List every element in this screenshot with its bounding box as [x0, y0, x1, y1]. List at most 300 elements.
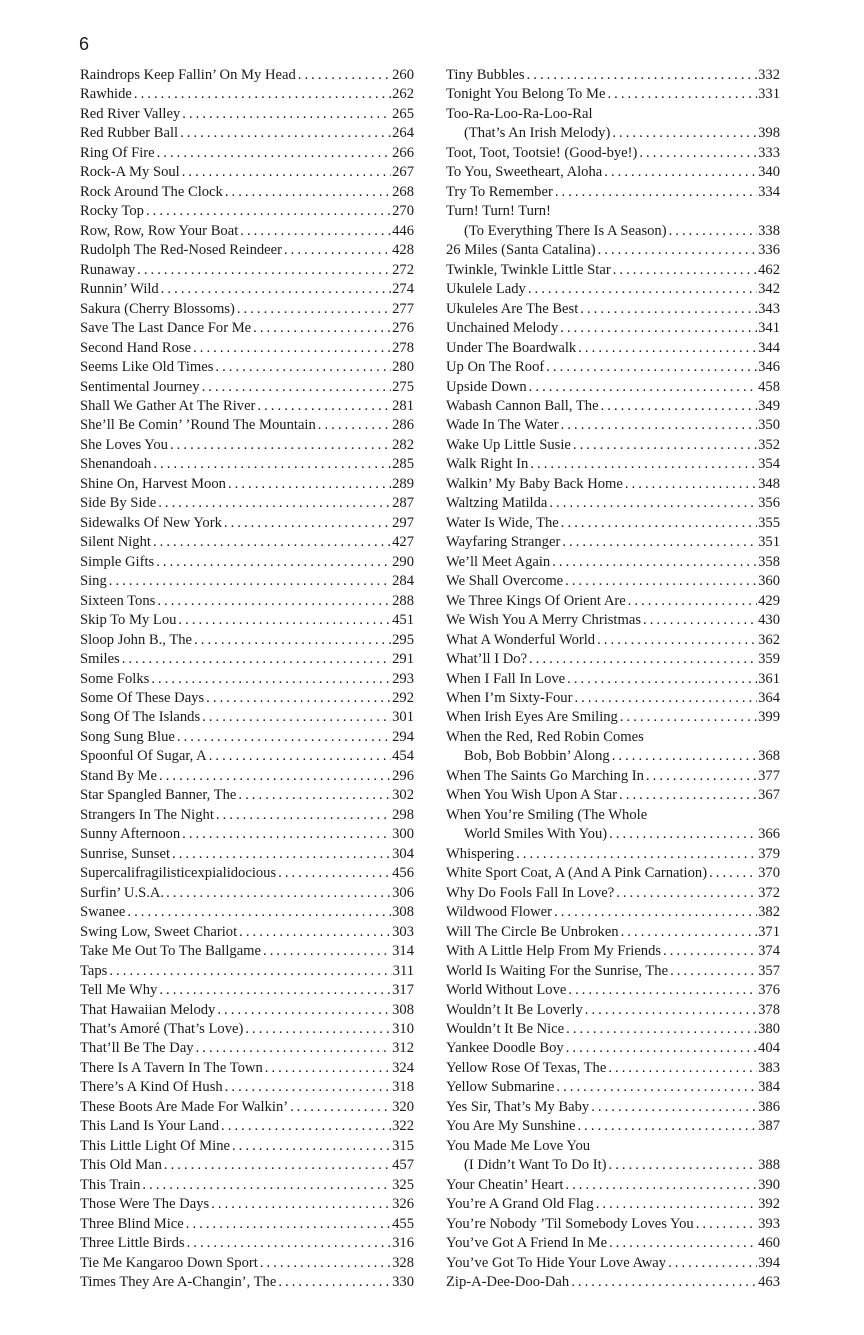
entry-line: [446, 767, 780, 786]
entry-line: [446, 339, 780, 358]
song-title: Some Folks: [80, 670, 151, 689]
page-ref: 456: [391, 864, 414, 883]
dot-leader: [318, 416, 391, 435]
dot-leader: [164, 1156, 391, 1175]
entry-line: [446, 183, 780, 202]
page-ref: 316: [391, 1234, 414, 1253]
entry-line: [80, 728, 414, 747]
index-entry: [446, 631, 780, 650]
entry-line: [80, 942, 414, 961]
index-entry: [80, 962, 414, 981]
index-column-right: [446, 66, 780, 1293]
index-entry: [80, 66, 414, 85]
page-ref: 428: [391, 241, 414, 260]
entry-line: [446, 1098, 780, 1117]
song-title: Up On The Roof: [446, 358, 546, 377]
entry-line: [80, 105, 414, 124]
dot-leader: [565, 572, 757, 591]
page-ref: 342: [757, 280, 780, 299]
song-title: When the Red, Red Robin Comes: [446, 728, 646, 747]
dot-leader: [567, 670, 757, 689]
index-entry: [446, 300, 780, 319]
song-title: Bob, Bob Bobbin’ Along: [446, 747, 612, 766]
song-title: Star Spangled Banner, The: [80, 786, 238, 805]
entry-line: [446, 280, 780, 299]
entry-line: [80, 1137, 414, 1156]
index-entry: [446, 1273, 780, 1292]
song-title: Wabash Cannon Ball, The: [446, 397, 601, 416]
entry-line: [80, 358, 414, 377]
page-ref: 355: [757, 514, 780, 533]
page-ref: 358: [757, 553, 780, 572]
index-entry: [446, 85, 780, 104]
song-title: Wildwood Flower: [446, 903, 554, 922]
song-title: Spoonful Of Sugar, A: [80, 747, 209, 766]
dot-leader: [565, 1176, 757, 1195]
song-title: Sing: [80, 572, 109, 591]
page-ref: 379: [757, 845, 780, 864]
index-entry: [446, 475, 780, 494]
page-ref: 451: [391, 611, 414, 630]
page-ref: 351: [757, 533, 780, 552]
entry-line: [80, 533, 414, 552]
entry-line: [80, 241, 414, 260]
song-title: This Land Is Your Land: [80, 1117, 221, 1136]
song-title: Try To Remember: [446, 183, 555, 202]
song-title: Yellow Rose Of Texas, The: [446, 1059, 608, 1078]
dot-leader: [142, 1176, 391, 1195]
dot-leader: [529, 378, 757, 397]
dot-leader: [709, 864, 757, 883]
entry-line: [446, 747, 780, 766]
entry-line: [446, 572, 780, 591]
song-title: Will The Circle Be Unbroken: [446, 923, 621, 942]
index-entry: [446, 183, 780, 202]
song-title: Song Of The Islands: [80, 708, 202, 727]
dot-leader: [134, 85, 391, 104]
index-entry: [446, 864, 780, 883]
index-entry: [446, 1059, 780, 1078]
entry-line: [446, 241, 780, 260]
song-title: Three Little Birds: [80, 1234, 187, 1253]
song-title: That’s Amoré (That’s Love): [80, 1020, 245, 1039]
page-ref: 285: [391, 455, 414, 474]
entry-line: [446, 1273, 780, 1292]
index-entry: [80, 884, 414, 903]
entry-line: [446, 845, 780, 864]
index-entry: [446, 962, 780, 981]
page-ref: 348: [757, 475, 780, 494]
song-title: Those Were The Days: [80, 1195, 211, 1214]
song-title: Swing Low, Sweet Chariot: [80, 923, 239, 942]
song-title: Whispering: [446, 845, 516, 864]
index-entry: [446, 1001, 780, 1020]
entry-line: [80, 864, 414, 883]
entry-line: [80, 631, 414, 650]
song-title: Waltzing Matilda: [446, 494, 549, 513]
song-title: World Smiles With You): [446, 825, 609, 844]
entry-line: [446, 1020, 780, 1039]
entry-line: [80, 183, 414, 202]
dot-leader: [556, 1078, 757, 1097]
dot-leader: [217, 1001, 391, 1020]
page-ref: 341: [757, 319, 780, 338]
dot-leader: [646, 767, 757, 786]
entry-line: [446, 66, 780, 85]
page-ref: 387: [757, 1117, 780, 1136]
index-entry: [80, 514, 414, 533]
entry-line: [446, 1137, 780, 1156]
song-title: There Is A Tavern In The Town: [80, 1059, 265, 1078]
page-ref: 270: [391, 202, 414, 221]
index-entry: [446, 903, 780, 922]
dot-leader: [193, 339, 391, 358]
dot-leader: [278, 864, 391, 883]
entry-line: [80, 202, 414, 221]
song-title: These Boots Are Made For Walkin’: [80, 1098, 290, 1117]
entry-line: [446, 981, 780, 1000]
index-entry: [80, 105, 414, 124]
song-title: Rock Around The Clock: [80, 183, 225, 202]
entry-line: [80, 300, 414, 319]
dot-leader: [568, 981, 757, 1000]
entry-line: [80, 884, 414, 903]
page-ref: 333: [757, 144, 780, 163]
song-title: Smiles: [80, 650, 122, 669]
index-entry: [80, 1137, 414, 1156]
song-title: Too-Ra-Loo-Ra-Loo-Ral: [446, 105, 595, 124]
song-title: Tiny Bubbles: [446, 66, 527, 85]
entry-line: [446, 1059, 780, 1078]
dot-leader: [202, 378, 392, 397]
dot-leader: [182, 163, 391, 182]
page-ref: 371: [757, 923, 780, 942]
page-ref: 462: [757, 261, 780, 280]
entry-line: [80, 455, 414, 474]
index-entry: [80, 261, 414, 280]
dot-leader: [257, 397, 391, 416]
dot-leader: [196, 1039, 392, 1058]
entry-line: [80, 747, 414, 766]
song-title: Tell Me Why: [80, 981, 159, 1000]
song-title: Shall We Gather At The River: [80, 397, 257, 416]
song-title: Yes Sir, That’s My Baby: [446, 1098, 591, 1117]
entry-line: [446, 825, 780, 844]
song-title: White Sport Coat, A (And A Pink Carnation): [446, 864, 709, 883]
dot-leader: [643, 611, 757, 630]
index-entry: [80, 864, 414, 883]
page-ref: 287: [391, 494, 414, 513]
entry-line: [80, 1156, 414, 1175]
entry-line: [446, 962, 780, 981]
song-title: Why Do Fools Fall In Love?: [446, 884, 616, 903]
entry-line: [446, 397, 780, 416]
song-title: Sakura (Cherry Blossoms): [80, 300, 237, 319]
index-entry: [80, 280, 414, 299]
page-ref: 282: [391, 436, 414, 455]
song-title: Water Is Wide, The: [446, 514, 561, 533]
index-entry-continuation: [446, 1156, 780, 1175]
page-ref: 429: [757, 592, 780, 611]
index-entry: [80, 358, 414, 377]
page-ref: 457: [391, 1156, 414, 1175]
entry-line: [80, 553, 414, 572]
song-title: Wade In The Water: [446, 416, 561, 435]
dot-leader: [609, 1156, 758, 1175]
page-ref: 306: [391, 884, 414, 903]
song-title: Your Cheatin’ Heart: [446, 1176, 565, 1195]
page-ref: 380: [757, 1020, 780, 1039]
page-ref: 362: [757, 631, 780, 650]
song-title: Seems Like Old Times: [80, 358, 215, 377]
page-ref: 334: [757, 183, 780, 202]
page-ref: 390: [757, 1176, 780, 1195]
song-title: Unchained Melody: [446, 319, 560, 338]
song-title: Turn! Turn! Turn!: [446, 202, 553, 221]
dot-leader: [159, 981, 391, 1000]
dot-leader: [278, 1273, 391, 1292]
song-title: Swanee: [80, 903, 127, 922]
page-ref: 343: [757, 300, 780, 319]
entry-line: [446, 494, 780, 513]
entry-line: [446, 864, 780, 883]
page-ref: 266: [391, 144, 414, 163]
index-entry: [446, 1234, 780, 1253]
song-title: Song Sung Blue: [80, 728, 177, 747]
dot-leader: [194, 631, 391, 650]
index-entry: [446, 708, 780, 727]
dot-leader: [182, 105, 391, 124]
index-entry: [446, 202, 780, 221]
page-ref: 384: [757, 1078, 780, 1097]
entry-line: [446, 533, 780, 552]
dot-leader: [290, 1098, 391, 1117]
song-title: We Three Kings Of Orient Are: [446, 592, 628, 611]
dot-leader: [151, 670, 391, 689]
dot-leader: [224, 514, 391, 533]
entry-line: [446, 222, 780, 241]
index-entry: [80, 592, 414, 611]
index-entry: [446, 494, 780, 513]
dot-leader: [529, 650, 757, 669]
index-entry: [446, 105, 780, 124]
index-entry: [446, 1039, 780, 1058]
index-entry: [446, 884, 780, 903]
page-ref: 463: [757, 1273, 780, 1292]
dot-leader: [669, 222, 758, 241]
song-title: We Wish You A Merry Christmas: [446, 611, 643, 630]
entry-line: [80, 436, 414, 455]
entry-line: [446, 124, 780, 143]
dot-leader: [552, 553, 757, 572]
song-title: Raindrops Keep Fallin’ On My Head: [80, 66, 298, 85]
index-entry: [80, 1234, 414, 1253]
page-ref: 404: [757, 1039, 780, 1058]
song-title: Walk Right In: [446, 455, 530, 474]
index-entry: [446, 592, 780, 611]
index-entry: [446, 553, 780, 572]
index-entry: [80, 416, 414, 435]
entry-line: [80, 475, 414, 494]
index-entry-continuation: [446, 825, 780, 844]
song-title: Sixteen Tons: [80, 592, 157, 611]
song-title: World Is Waiting For the Sunrise, The: [446, 962, 670, 981]
index-entry: [80, 1176, 414, 1195]
entry-line: [446, 416, 780, 435]
page-ref: 288: [391, 592, 414, 611]
dot-leader: [166, 884, 391, 903]
index-entry: [446, 1215, 780, 1234]
page-ref: 338: [757, 222, 780, 241]
dot-leader: [177, 728, 391, 747]
dot-leader: [546, 358, 757, 377]
song-title: Upside Down: [446, 378, 529, 397]
index-entry: [446, 806, 780, 825]
page-ref: 314: [391, 942, 414, 961]
index-entry: [80, 339, 414, 358]
entry-line: [446, 1234, 780, 1253]
song-title: Shine On, Harvest Moon: [80, 475, 228, 494]
dot-leader: [137, 261, 391, 280]
entry-line: [446, 300, 780, 319]
dot-leader: [620, 708, 757, 727]
page-ref: 352: [757, 436, 780, 455]
song-title: You Are My Sunshine: [446, 1117, 577, 1136]
entry-line: [80, 1273, 414, 1292]
page-ref: 377: [757, 767, 780, 786]
dot-leader: [216, 806, 391, 825]
page-ref: 430: [757, 611, 780, 630]
dot-leader: [153, 533, 391, 552]
song-title: Zip-A-Dee-Doo-Dah: [446, 1273, 571, 1292]
index-entry: [80, 806, 414, 825]
page-ref: 289: [391, 475, 414, 494]
index-entry: [80, 747, 414, 766]
song-title: Take Me Out To The Ballgame: [80, 942, 263, 961]
page-ref: 276: [391, 319, 414, 338]
song-title: Supercalifragilisticexpialidocious: [80, 864, 278, 883]
entry-line: [446, 708, 780, 727]
page-ref: 356: [757, 494, 780, 513]
song-title: She’ll Be Comin’ ’Round The Mountain: [80, 416, 318, 435]
song-title: When You’re Smiling (The Whole: [446, 806, 649, 825]
index-entry: [446, 650, 780, 669]
dot-leader: [527, 66, 758, 85]
page-ref: 290: [391, 553, 414, 572]
entry-line: [446, 1001, 780, 1020]
dot-leader: [566, 1039, 757, 1058]
index-entry: [80, 942, 414, 961]
dot-leader: [238, 786, 391, 805]
page-ref: 374: [757, 942, 780, 961]
dot-leader: [554, 903, 757, 922]
page-ref: 361: [757, 670, 780, 689]
page-ref: 354: [757, 455, 780, 474]
index-entry: [80, 202, 414, 221]
index-entry: [446, 533, 780, 552]
index-entry: [80, 611, 414, 630]
page-ref: 349: [757, 397, 780, 416]
song-title: To You, Sweetheart, Aloha: [446, 163, 604, 182]
page-ref: 317: [391, 981, 414, 1000]
page-ref: 265: [391, 105, 414, 124]
page-ref: 455: [391, 1215, 414, 1234]
song-title: You’ve Got To Hide Your Love Away: [446, 1254, 668, 1273]
page-ref: 274: [391, 280, 414, 299]
entry-line: [80, 903, 414, 922]
song-title: This Little Light Of Mine: [80, 1137, 232, 1156]
page-ref: 267: [391, 163, 414, 182]
index-entry: [446, 319, 780, 338]
index-entry: [446, 572, 780, 591]
entry-line: [446, 455, 780, 474]
page-ref: 366: [757, 825, 780, 844]
page-ref: 298: [391, 806, 414, 825]
index-entry: [80, 1215, 414, 1234]
entry-line: [80, 339, 414, 358]
index-entry: [80, 319, 414, 338]
index-entry: [80, 708, 414, 727]
index-entry: [446, 339, 780, 358]
dot-leader: [122, 650, 391, 669]
entry-line: [80, 1254, 414, 1273]
entry-line: [446, 1078, 780, 1097]
dot-leader: [613, 261, 757, 280]
dot-leader: [670, 962, 757, 981]
entry-line: [446, 884, 780, 903]
song-title: Rawhide: [80, 85, 134, 104]
entry-line: [446, 806, 780, 825]
index-entry: [80, 1117, 414, 1136]
dot-leader: [577, 1117, 757, 1136]
page-number: 6: [79, 34, 90, 54]
index-entry: [80, 845, 414, 864]
index-entry: [446, 767, 780, 786]
index-entry: [446, 1098, 780, 1117]
song-title: When Irish Eyes Are Smiling: [446, 708, 620, 727]
index-entry: [80, 144, 414, 163]
dot-leader: [549, 494, 757, 513]
page-ref: 332: [757, 66, 780, 85]
dot-leader: [607, 85, 757, 104]
song-title: When I Fall In Love: [446, 670, 567, 689]
page-ref: 330: [391, 1273, 414, 1292]
index-entry: [80, 670, 414, 689]
index-entry: [80, 241, 414, 260]
entry-line: [80, 611, 414, 630]
dot-leader: [597, 631, 757, 650]
index-entry: [80, 85, 414, 104]
dot-leader: [591, 1098, 757, 1117]
index-entry: [446, 358, 780, 377]
song-title: Runaway: [80, 261, 137, 280]
dot-leader: [284, 241, 391, 260]
song-title: Yellow Submarine: [446, 1078, 556, 1097]
song-title: Taps: [80, 962, 109, 981]
song-title: 26 Miles (Santa Catalina): [446, 241, 598, 260]
dot-leader: [109, 962, 391, 981]
song-title: Red River Valley: [80, 105, 182, 124]
page-ref: 262: [391, 85, 414, 104]
page-ref: 281: [391, 397, 414, 416]
index-entry: [446, 923, 780, 942]
entry-line: [446, 202, 780, 221]
page-ref: 340: [757, 163, 780, 182]
song-title: Yankee Doodle Boy: [446, 1039, 566, 1058]
dot-leader: [616, 884, 757, 903]
index-entry: [80, 222, 414, 241]
dot-leader: [571, 1273, 757, 1292]
